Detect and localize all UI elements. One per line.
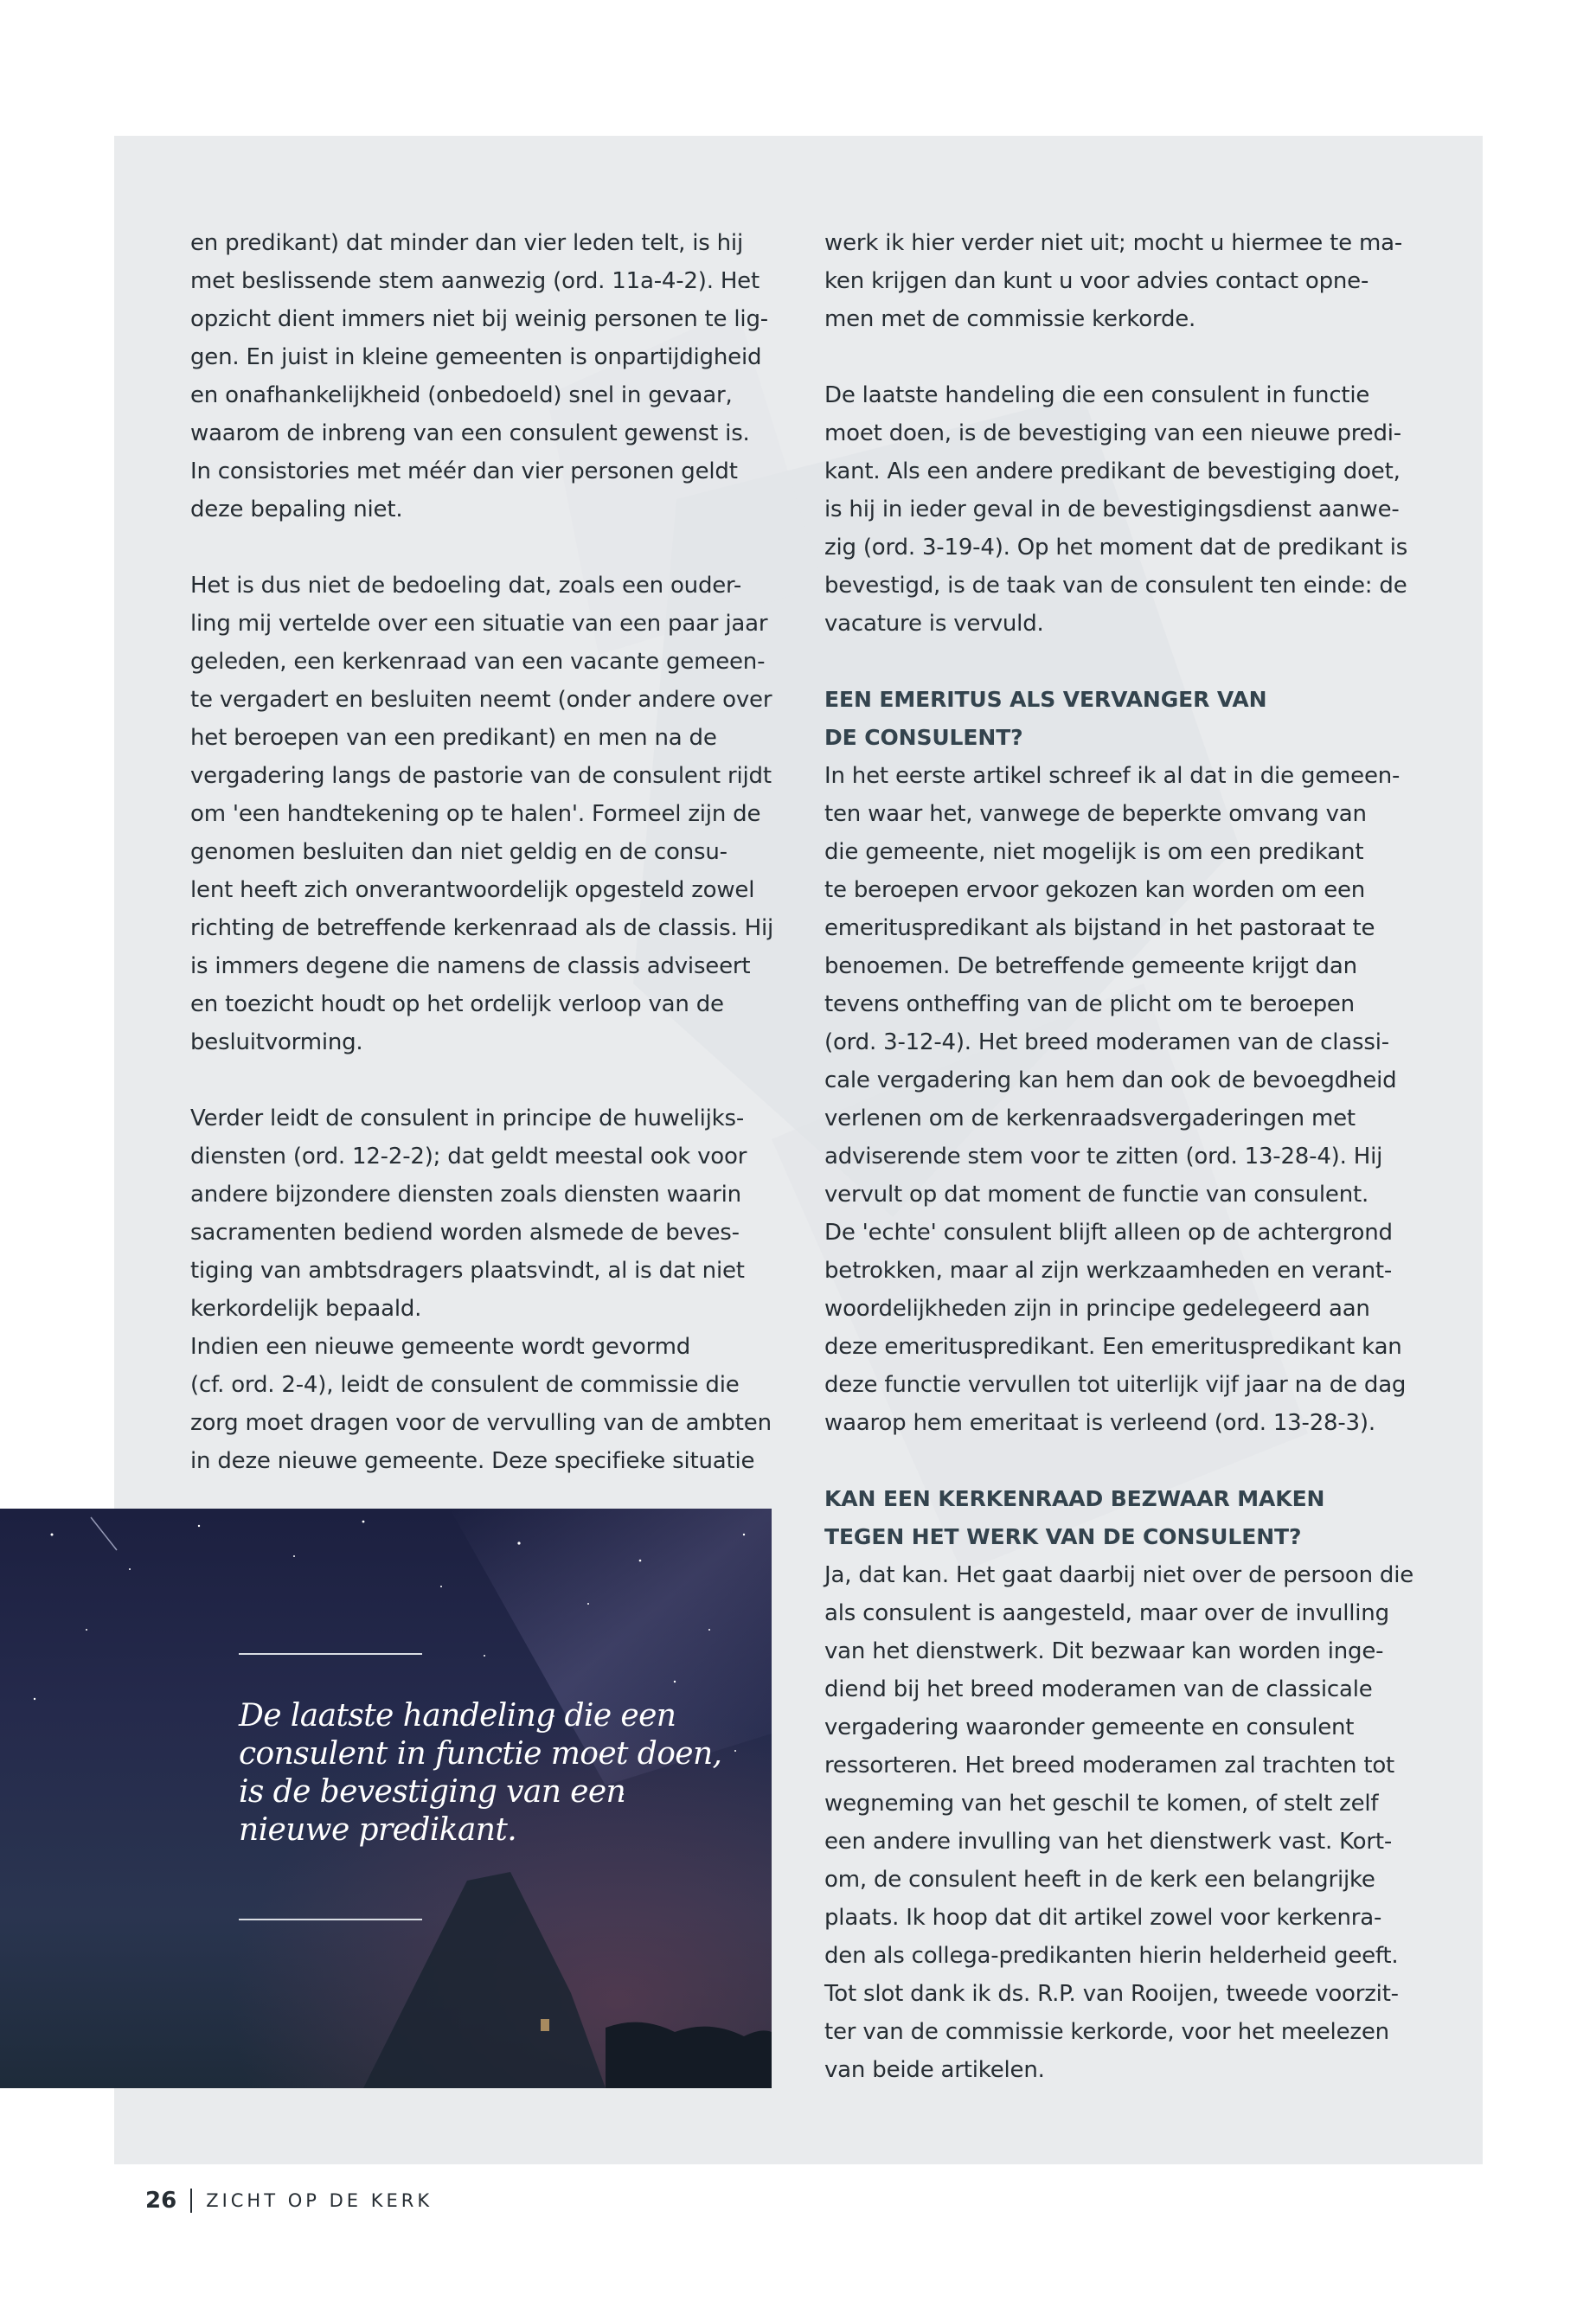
pull-quote-text: De laatste handeling die een consulent in functie moet doen, is de bevestiging van een nieuwe predikant. <box>239 1698 722 1848</box>
page-footer <box>145 2183 433 2218</box>
section-heading: KAN EEN KERKENRAAD BEZWAAR MAKEN TEGEN HET WERK VAN DE CONSULENT? <box>824 1486 1325 1549</box>
section-heading: EEN EMERITUS ALS VERVANGER VAN DE CONSULENT? <box>824 687 1267 750</box>
page-number: 26 <box>145 2188 177 2214</box>
article-column-left <box>190 224 779 1480</box>
paragraph: In het eerste artikel schreef ik al dat in die gemeen- ten waar het, vanwege de beperkte omvang van die gemeente, niet mogelijk is om een predikant te beroepen ervoor gekozen kan worden om een emerituspredikant als bijstand in het pastoraat te benoemen. De betreffende gemeente krijgt dan tevens ontheffing van de plicht om te beroepen (ord. 3-12-4). Het breed moderamen van de classi- cale vergadering kan hem dan ook de bevoegdheid verlenen om de kerkenraadsvergaderingen met adviserende stem voor te zitten (ord. 13-28-4). Hij vervult op dat moment de functie van consulent. De 'echte' consulent blijft alleen op de achtergrond betrokken, maar al zijn werkzaamheden en verant- woordelijkheden zijn in principe gedelegeerd aan deze emerituspredikant. Een emerituspredikant kan deze functie vervullen tot uiterlijk vijf jaar na de dag waarop hem emeritaat is verleend (ord. 13-28-3). <box>824 763 1407 1436</box>
paragraph: Verder leidt de consulent in principe de huwelijks- diensten (ord. 12-2-2); dat geldt meestal ook voor andere bijzondere diensten zoals diensten waarin sacramenten bediend worden alsmede de beves- tiging van ambtsdragers plaatsvindt, al is dat niet kerkordelijk bepaald. <box>190 1106 747 1322</box>
paragraph: Indien een nieuwe gemeente wordt gevormd (cf. ord. 2-4), leidt de consulent de commissie die zorg moet dragen voor de vervulling van de ambten in deze nieuwe gemeente. Deze specifieke situatie <box>190 1334 772 1474</box>
paragraph: werk ik hier verder niet uit; mocht u hiermee te ma- ken krijgen dan kunt u voor advies contact opne- men met de commissie kerkorde. <box>824 230 1403 332</box>
magazine-name: ZICHT OP DE KERK <box>206 2190 433 2211</box>
paragraph: Ja, dat kan. Het gaat daarbij niet over de persoon die als consulent is aangesteld, maar over de invulling van het dienstwerk. Dit bezwaar kan worden inge- diend bij het breed moderamen van de classicale vergadering waaronder gemeente en consulent ressorteren. Het breed moderamen zal trachten tot wegneming van het geschil te komen, of stelt zelf een andere invulling van het dienstwerk vast. Kort- om, de consulent heeft in de kerk een belangrijke plaats. Ik hoop dat dit artikel zowel voor kerkenra- den als collega-predikanten hierin helderheid geeft. Tot slot dank ik ds. R.P. van Rooijen, tweede voorzit- ter van de commissie kerkorde, voor het meelezen van beide artikelen. <box>824 1562 1414 2083</box>
quote-rule-top <box>239 1653 422 1655</box>
paragraph: en predikant) dat minder dan vier leden telt, is hij met beslissende stem aanwezig (ord. 11a-4-2). Het opzicht dient immers niet bij weinig personen te lig- gen. En juist in kleine gemeenten is onpartijdigheid en onafhankelijkheid (onbedoeld) snel in gevaar, waarom de inbreng van een consulent gewenst is. In consistories met méér dan vier personen geldt deze bepaling niet. <box>190 230 768 522</box>
footer-divider <box>190 2189 192 2213</box>
quote-rule-bottom <box>239 1919 422 1920</box>
paragraph: Het is dus niet de bedoeling dat, zoals een ouder- ling mij vertelde over een situatie van een paar jaar geleden, een kerkenraad van een vacante gemeen- te vergadert en besluiten neemt (onder andere over het beroepen van een predikant) en men na de vergadering langs de pastorie van de consulent rijdt om 'een handtekening op te halen'. Formeel zijn de genomen besluiten dan niet geldig en de consu- lent heeft zich onverantwoordelijk opgesteld zowel richting de betreffende kerkenraad als de classis. Hij is immers degene die namens de classis adviseert en toezicht houdt op het ordelijk verloop van de besluitvorming. <box>190 573 773 1055</box>
paragraph: De laatste handeling die een consulent in functie moet doen, is de bevestiging van een nieuwe predi- kant. Als een andere predikant de bevestiging doet, is hij in ieder geval in de bevestigingsdienst aanwe- zig (ord. 3-19-4). Op het moment dat de predikant is bevestigd, is de taak van de consulent ten einde: de vacature is vervuld. <box>824 382 1408 637</box>
pull-quote-box <box>0 1509 772 2088</box>
article-column-right <box>824 224 1421 2089</box>
